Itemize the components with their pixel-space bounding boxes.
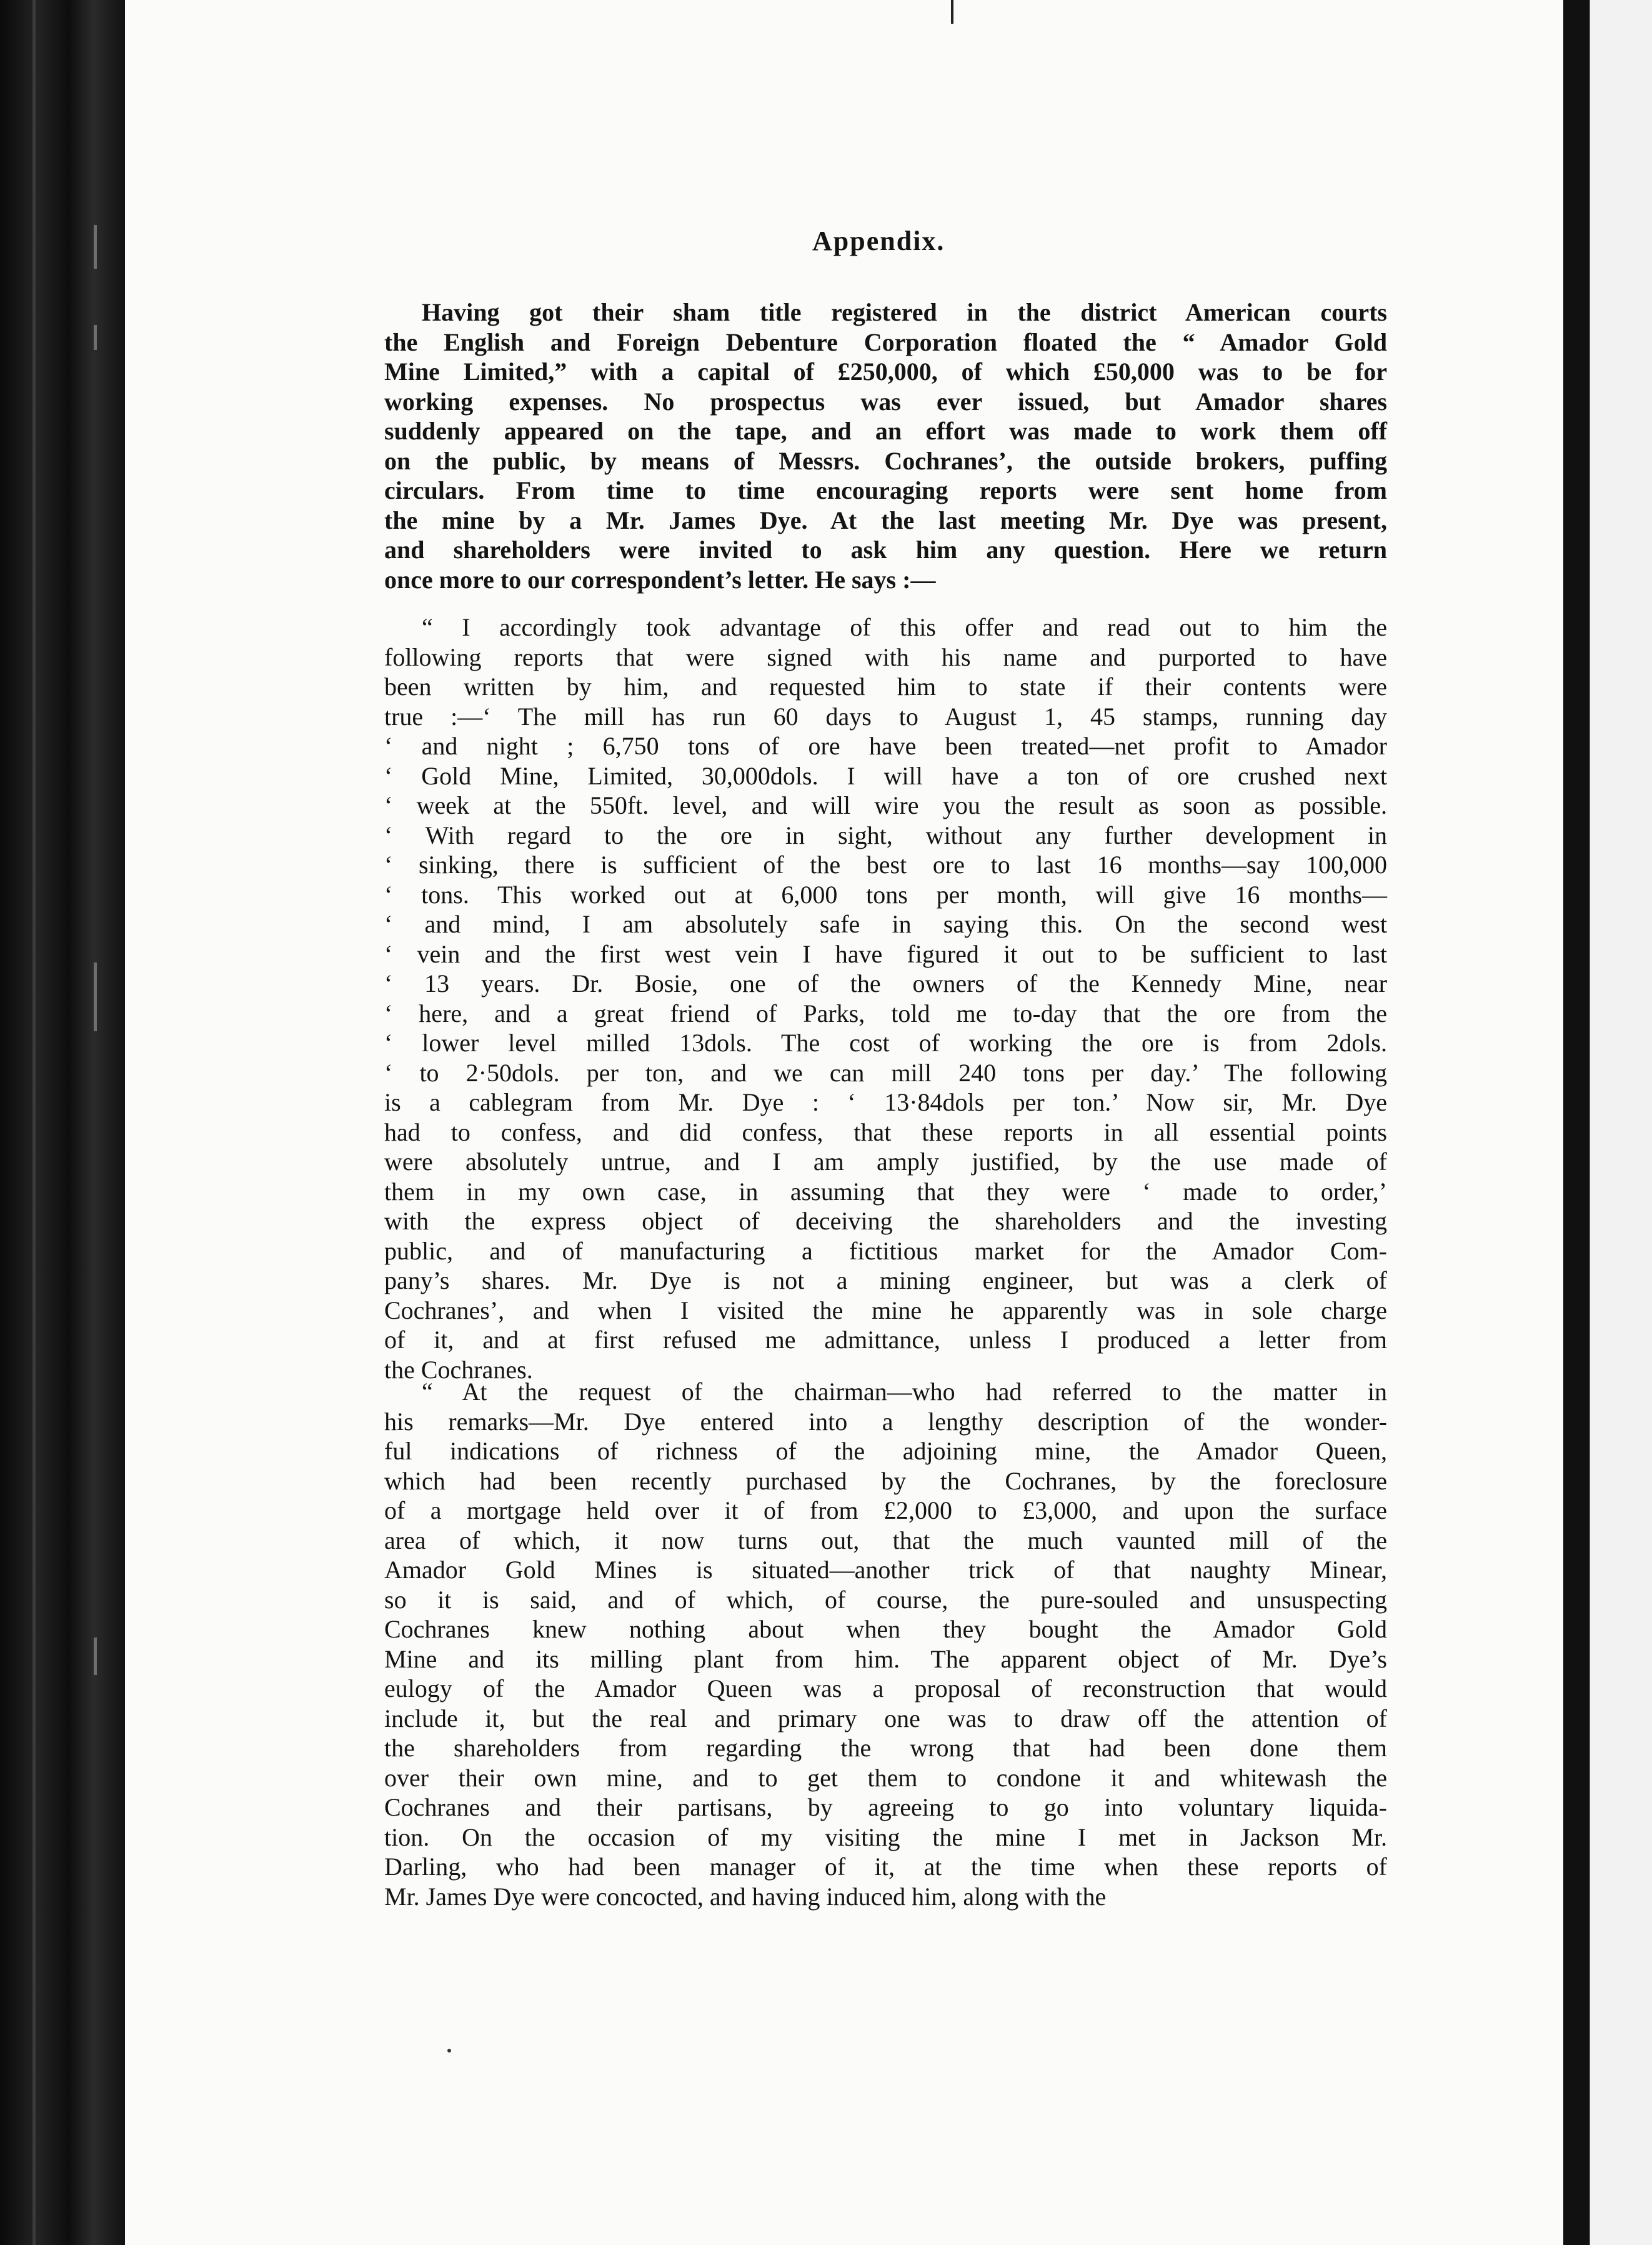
binding-streak [94, 325, 97, 350]
text-line: ‘ and night ; 6,750 tons of ore have been treated—net profit to Amador [384, 732, 1387, 760]
text-line: the mine by a Mr. James Dye. At the last meeting Mr. Dye was present, [384, 506, 1387, 534]
text-line: working expenses. No prospectus was ever issued, but Amador shares [384, 387, 1387, 416]
text-line: ‘ Gold Mine, Limited, 30,000dols. I will have a ton of ore crushed next [384, 761, 1387, 790]
text-line: “ At the request of the chairman—who had referred to the matter in [422, 1378, 1387, 1406]
text-line: of it, and at first refused me admittance, unless I produced a letter from [384, 1326, 1387, 1354]
text-line: Amador Gold Mines is situated—another trick of that naughty Minear, [384, 1556, 1387, 1584]
text-line: ‘ vein and the first west vein I have figured it out to be sufficient to last [384, 939, 1387, 968]
text-line: is a cablegram from Mr. Dye : ‘ 13·84dols per ton.’ Now sir, Mr. Dye [384, 1088, 1387, 1116]
text-line: which had been recently purchased by the Cochranes, by the foreclosure [384, 1466, 1387, 1495]
text-line: following reports that were signed with his name and purported to have [384, 642, 1387, 671]
text-line: been written by him, and requested him to state if their contents were [384, 672, 1387, 701]
text-line: of a mortgage held over it of from £2,000 to £3,000, and upon the surface [384, 1496, 1387, 1524]
text-line: pany’s shares. Mr. Dye is not a mining engineer, but was a clerk of [384, 1266, 1387, 1294]
text-line: the shareholders from regarding the wrong that had been done them [384, 1734, 1387, 1762]
text-line: Mr. James Dye were concocted, and having induced him, along with the [384, 1882, 1107, 1911]
page-top-mark [951, 0, 953, 24]
text-line: public, and of manufacturing a fictitious market for the Amador Com- [384, 1236, 1387, 1265]
text-line: Cochranes and their partisans, by agreeing to go into voluntary liquida- [384, 1793, 1387, 1821]
text-line: the Cochranes. [384, 1355, 533, 1384]
text-line: with the express object of deceiving the shareholders and the investing [384, 1207, 1387, 1235]
text-line: Mine Limited,” with a capital of £250,000, of which £50,000 was to be for [384, 358, 1387, 386]
text-line: Having got their sham title registered in the district American courts [422, 298, 1387, 326]
text-line: Darling, who had been manager of it, at the time when these reports of [384, 1852, 1387, 1881]
text-line: suddenly appeared on the tape, and an effort was made to work them off [384, 417, 1387, 445]
paragraph-2 [384, 612, 1387, 1384]
text-line: his remarks—Mr. Dye entered into a lengthy description of the wonder- [384, 1407, 1387, 1436]
binding-streak [32, 0, 36, 2245]
text-line: had to confess, and did confess, that these reports in all essential points [384, 1118, 1387, 1146]
text-line: and shareholders were invited to ask him any question. Here we return [384, 536, 1387, 564]
text-line: include it, but the real and primary one was to draw off the attention of [384, 1704, 1387, 1732]
text-line: on the public, by means of Messrs. Cochranes’, the outside brokers, puffing [384, 446, 1387, 475]
text-line: ‘ sinking, there is sufficient of the best ore to last 16 months—say 100,000 [384, 851, 1387, 879]
text-line: Mine and its milling plant from him. The apparent object of Mr. Dye’s [384, 1644, 1387, 1673]
binding-streak [94, 962, 97, 1031]
text-line: true :—‘ The mill has run 60 days to August 1, 45 stamps, running day [384, 702, 1387, 731]
text-line: Cochranes knew nothing about when they bought the Amador Gold [384, 1615, 1387, 1643]
binding-streak [94, 225, 97, 269]
text-line: ‘ tons. This worked out at 6,000 tons per month, will give 16 months— [384, 880, 1387, 909]
text-line: “ I accordingly took advantage of this offer and read out to him the [422, 613, 1387, 641]
text-line: area of which, it now turns out, that the much vaunted mill of the [384, 1526, 1387, 1554]
text-line: over their own mine, and to get them to condone it and whitewash the [384, 1763, 1387, 1792]
paragraph-1 [384, 298, 1387, 594]
next-page-edge [1563, 0, 1652, 2245]
text-line: once more to our correspondent’s letter. He says :— [384, 565, 936, 594]
text-line: ‘ here, and a great friend of Parks, told me to-day that the ore from the [384, 999, 1387, 1028]
text-line: them in my own case, in assuming that they were ‘ made to order,’ [384, 1177, 1387, 1206]
paragraph-3 [384, 1377, 1387, 1911]
text-line: tion. On the occasion of my visiting the mine I met in Jackson Mr. [384, 1822, 1387, 1851]
text-line: ‘ lower level milled 13dols. The cost of working the ore is from 2dols. [384, 1029, 1387, 1057]
page-speck [447, 2049, 451, 2052]
binding-streak [94, 1638, 97, 1675]
text-line: so it is said, and of which, of course, the pure-souled and unsuspecting [384, 1585, 1387, 1614]
page-heading: Appendix. [812, 226, 945, 256]
text-line: circulars. From time to time encouraging reports were sent home from [384, 476, 1387, 504]
text-line: ‘ 13 years. Dr. Bosie, one of the owners of the Kennedy Mine, near [384, 969, 1387, 998]
text-line: Cochranes’, and when I visited the mine he apparently was in sole charge [384, 1296, 1387, 1324]
text-line: eulogy of the Amador Queen was a proposal of reconstruction that would [384, 1674, 1387, 1702]
text-line: the English and Foreign Debenture Corporation floated the “ Amador Gold [384, 328, 1387, 356]
text-line: ful indications of richness of the adjoining mine, the Amador Queen, [384, 1437, 1387, 1465]
text-line: ‘ to 2·50dols. per ton, and we can mill 240 tons per day.’ The following [384, 1058, 1387, 1087]
text-line: ‘ With regard to the ore in sight, without any further development in [384, 821, 1387, 849]
text-line: ‘ week at the 550ft. level, and will wire you the result as soon as possible. [384, 791, 1387, 819]
text-line: ‘ and mind, I am absolutely safe in saying this. On the second west [384, 910, 1387, 938]
text-line: were absolutely untrue, and I am amply justified, by the use made of [384, 1148, 1387, 1176]
book-binding-shadow [0, 0, 125, 2245]
